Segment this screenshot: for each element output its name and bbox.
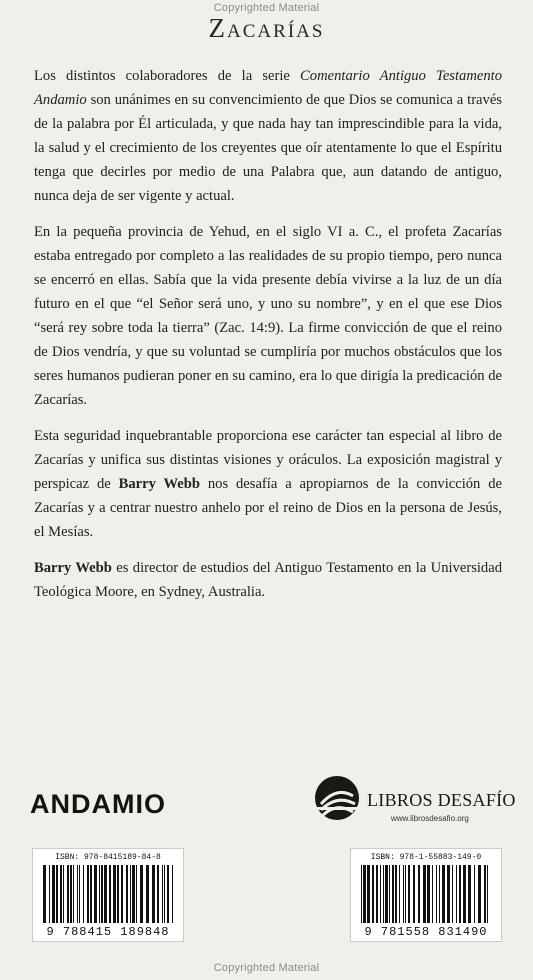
barcode-stripe xyxy=(104,865,107,923)
desafio-url: www.librosdesafio.org xyxy=(391,814,469,823)
barcode-stripe xyxy=(389,865,390,923)
barcode-stripe xyxy=(392,865,394,923)
barcode-stripe xyxy=(372,865,374,923)
barcode-stripe xyxy=(117,865,119,923)
barcode-stripe xyxy=(468,865,471,923)
paragraph-1-end: son unánimes en su convencimiento de que Dios se comunica a través de la palabra por Él articulada, y que nada hay tan imprescindible para la vida, la salud y el crecimiento de los creyentes que oír atentamente lo que el Espíritu tenga que decirles por medio de una Palabra que, aun datando de antiguo, nunca deja de ser vigente y actual. xyxy=(34,92,502,204)
author-bio xyxy=(34,556,502,604)
author-bio-text: es director de estudios del Antiguo Testamento en la Universidad Teológica Moore, en Sydney, Australia. xyxy=(34,560,502,600)
barcode-number-left: 9 788415 189848 xyxy=(46,925,170,939)
barcode-bars-left xyxy=(41,865,175,923)
barcode-stripe xyxy=(73,865,74,923)
barcode-stripe xyxy=(83,865,84,923)
watermark-top: Copyrighted Material xyxy=(213,2,320,14)
barcode-stripe xyxy=(487,865,488,923)
barcode-stripe xyxy=(63,865,64,923)
barcode-stripe xyxy=(94,865,97,923)
barcode-stripe xyxy=(418,865,420,923)
desafio-emblem-icon xyxy=(313,774,361,822)
barcode-stripe xyxy=(152,865,155,923)
barcode-stripe xyxy=(463,865,466,923)
barcode-stripe xyxy=(408,865,410,923)
barcode-stripe xyxy=(164,865,165,923)
barcode-stripe xyxy=(99,865,100,923)
paragraph-2: En la pequeña provincia de Yehud, en el siglo VI a. C., el profeta Zacarías estaba entregado por completo a las realidades de su propio tiempo, pero nunca se encerró en ellas. Sabía que la vida presente debía vivirse a la luz de un día futuro en el que “el Señor será uno, y uno su nombre”, y en el que ese Dios “será rey sobre toda la tierra” (Zac. 14:9). La firme convicción de que el reino de Dios vendría, y que su voluntad se cumpliría por muchos obstáculos que los seres humanos pudieran poner en su camino, era lo que dirigía la predicación de Zacarías. xyxy=(34,224,502,408)
barcode-stripe xyxy=(79,865,80,923)
barcode-stripe xyxy=(167,865,169,923)
barcode-stripe xyxy=(113,865,116,923)
barcode-number-right: 9 781558 831490 xyxy=(364,925,488,939)
barcode-stripe xyxy=(413,865,415,923)
barcode-stripe xyxy=(484,865,486,923)
barcode-stripe xyxy=(49,865,50,923)
paragraph-1-start: Los distintos colaboradores de la serie xyxy=(34,68,301,84)
barcode-stripe xyxy=(383,865,384,923)
barcode-stripe xyxy=(439,865,440,923)
libros-desafio-logo xyxy=(313,772,516,832)
barcode-stripe xyxy=(121,865,123,923)
barcode-stripe xyxy=(432,865,433,923)
barcode-stripe xyxy=(427,865,430,923)
barcode-stripe xyxy=(130,865,131,923)
barcode-stripe xyxy=(172,865,173,923)
barcode-stripe xyxy=(376,865,378,923)
paragraph-3-start: Esta seguridad inquebrantable proporciona ese carácter tan especial al libro de Zacarías y unifica sus distintas visiones y oráculos. La exposición magistral y perspicaz de xyxy=(34,428,502,492)
isbn-right: ISBN: 978-1-55883-149-0 xyxy=(370,853,482,862)
barcode-left xyxy=(32,848,184,942)
paragraph-3-end: nos desafía a apropiarnos de la convicción de Zacarías y a centrar nuestro anhelo por el reino de Dios en la persona de Jesús, el Mesías. xyxy=(34,476,502,540)
barcode-stripe xyxy=(447,865,450,923)
barcode-stripe xyxy=(459,865,461,923)
barcode-stripe xyxy=(367,865,370,923)
barcode-stripe xyxy=(136,865,137,923)
barcode-stripe xyxy=(405,865,406,923)
isbn-left: ISBN: 978-8415189-84-8 xyxy=(55,853,161,862)
barcode-stripe xyxy=(363,865,366,923)
barcode-stripe xyxy=(157,865,159,923)
paragraph-3 xyxy=(34,424,502,544)
barcode-stripe xyxy=(77,865,78,923)
barcode-stripe xyxy=(399,865,400,923)
barcode-stripe xyxy=(52,865,55,923)
barcode-stripe xyxy=(67,865,69,923)
barcode-stripe xyxy=(452,865,453,923)
barcode-stripe xyxy=(395,865,397,923)
barcode-stripe xyxy=(436,865,437,923)
series-name: Comentario Antiguo Testamento Andamio xyxy=(34,68,502,108)
barcode-stripe xyxy=(478,865,481,923)
barcode-stripe xyxy=(109,865,111,923)
barcode-right xyxy=(350,848,502,942)
book-title: Zacarías xyxy=(208,13,325,43)
desafio-name: LIBROS DESAFÍO xyxy=(367,790,516,810)
barcode-stripe xyxy=(70,865,72,923)
barcode-stripe xyxy=(423,865,426,923)
synopsis xyxy=(34,64,502,616)
barcode-stripe xyxy=(43,865,46,923)
barcode-stripe xyxy=(403,865,404,923)
watermark-bottom: Copyrighted Material xyxy=(213,962,320,974)
barcode-stripe xyxy=(90,865,92,923)
barcode-stripe xyxy=(385,865,388,923)
barcode-stripe xyxy=(380,865,381,923)
barcode-stripe xyxy=(146,865,149,923)
barcode-stripe xyxy=(132,865,135,923)
barcode-stripe xyxy=(456,865,457,923)
barcode-stripe xyxy=(56,865,58,923)
barcode-stripe xyxy=(101,865,103,923)
andamio-logo: ANDAMIO xyxy=(30,789,166,819)
author-bio-name: Barry Webb xyxy=(34,560,112,576)
paragraph-1 xyxy=(34,64,502,208)
barcode-stripe xyxy=(87,865,89,923)
barcode-stripe xyxy=(442,865,445,923)
barcode-stripe xyxy=(474,865,475,923)
author-name: Barry Webb xyxy=(118,476,200,492)
barcode-stripe xyxy=(361,865,362,923)
barcode-stripe xyxy=(140,865,143,923)
barcode-stripe xyxy=(162,865,163,923)
barcode-stripe xyxy=(126,865,128,923)
barcode-stripe xyxy=(60,865,62,923)
barcode-bars-right xyxy=(359,865,493,923)
